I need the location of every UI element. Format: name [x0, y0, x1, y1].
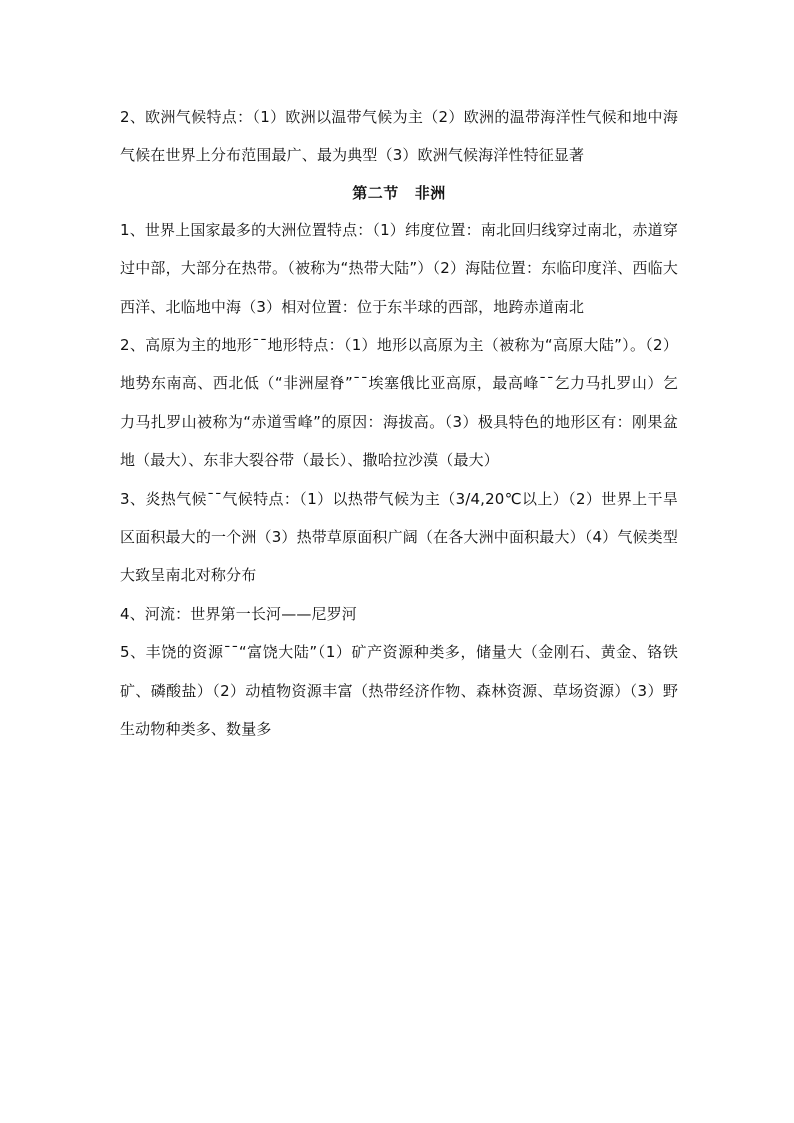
paragraph-terrain: 2、高原为主的地形¯¯地形特点：（1）地形以高原为主（被称为“高原大陆”）。（2）地势东南高、西北低（“非洲屋脊”¯¯埃塞俄比亚高原，最高峰¯¯乞力马扎罗山）乞力马扎罗山被称为“赤道雪峰”的原因：海拔高。（3）极具特色的地形区有：刚果盆地（最大）、东非大裂谷带（最长）、撒哈拉沙漠（最大） — [120, 336, 678, 470]
paragraph-europe-climate: 2、欧洲气候特点：（1）欧洲以温带气候为主（2）欧洲的温带海洋性气候和地中海气候在世界上分布范围最广、最为典型（3）欧洲气候海洋性特征显著 — [120, 108, 678, 165]
document-body — [120, 98, 678, 749]
paragraph-location: 1、世界上国家最多的大洲位置特点：（1）纬度位置：南北回归线穿过南北，赤道穿过中部，大部分在热带。（被称为“热带大陆”）（2）海陆位置：东临印度洋、西临大西洋、北临地中海（3）相对位置：位于东半球的西部，地跨赤道南北 — [120, 220, 678, 316]
paragraph-rivers: 4、河流：世界第一长河——尼罗河 — [120, 604, 357, 623]
section-heading — [120, 175, 678, 211]
paragraph-resources: 5、丰饶的资源¯¯“富饶大陆”（1）矿产资源种类多，储量大（金刚石、黄金、铬铁矿、磷酸盐）（2）动植物资源丰富（热带经济作物、森林资源、草场资源）（3）野生动物种类多、数量多 — [120, 643, 678, 739]
section-number: 第二节 — [352, 183, 399, 202]
section-title: 非洲 — [414, 183, 446, 202]
paragraph-climate: 3、炎热气候¯¯气候特点：（1）以热带气候为主（3/4,20℃以上）（2）世界上干旱区面积最大的一个洲（3）热带草原面积广阔（在各大洲中面积最大）（4）气候类型大致呈南北对称分布 — [120, 489, 678, 585]
